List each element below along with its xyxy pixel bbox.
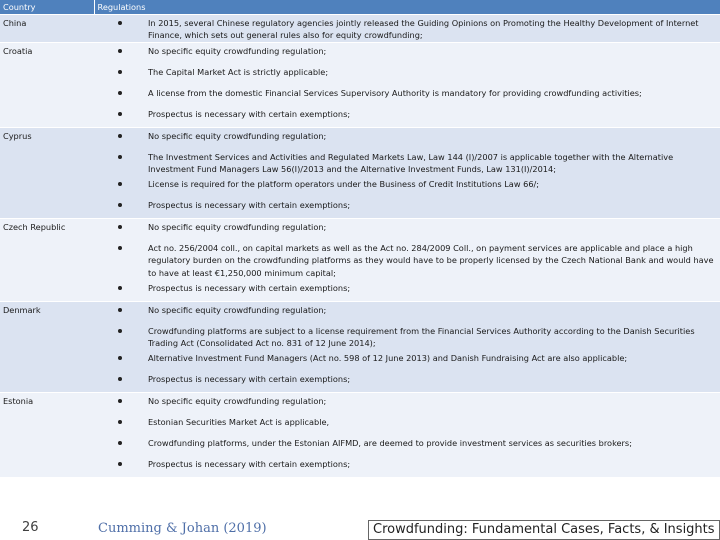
list-item (94, 323, 718, 350)
regulation-text: Estonian Securities Market Act is applicable, (148, 416, 330, 427)
list-item (94, 414, 718, 435)
regulation-text: Prospectus is necessary with certain exemptions; (148, 199, 351, 210)
list-item (94, 371, 718, 392)
bullet-icon (118, 91, 122, 95)
regulation-text: The Capital Market Act is strictly applicable; (148, 66, 329, 77)
bullet-icon (118, 21, 122, 25)
list-item (94, 149, 718, 176)
table-row (0, 42, 720, 127)
regulation-list (94, 219, 718, 301)
list-item (94, 435, 718, 456)
table-row (0, 218, 720, 301)
bullet-icon (118, 356, 122, 360)
bullet-icon (118, 225, 122, 229)
list-item (94, 176, 718, 197)
page-number: 26 (22, 520, 39, 535)
table-header-row (0, 0, 720, 14)
regulation-list (94, 302, 718, 392)
regulation-text: Crowdfunding platforms, under the Estonian AIFMD, are deemed to provide investment services as securities brokers; (148, 437, 632, 448)
book-title: Crowdfunding: Fundamental Cases, Facts, & Insights (368, 520, 720, 540)
list-item (94, 128, 718, 149)
regulation-text: No specific equity crowdfunding regulation; (148, 395, 327, 406)
list-item (94, 456, 718, 477)
regulation-text: No specific equity crowdfunding regulation; (148, 45, 327, 56)
table-row (0, 14, 720, 42)
list-item (94, 85, 718, 106)
regulation-text: No specific equity crowdfunding regulation; (148, 304, 327, 315)
table-body (0, 14, 720, 477)
bullet-icon (118, 399, 122, 403)
list-item (94, 219, 718, 240)
bullet-icon (118, 329, 122, 333)
footer (0, 518, 720, 540)
bullet-icon (118, 420, 122, 424)
table-row (0, 392, 720, 477)
regulation-text: In 2015, several Chinese regulatory agencies jointly released the Guiding Opinions on Promoting the Healthy Development of Internet Finance, which sets out general rules also for equity crowdfunding; (148, 17, 699, 41)
country-cell: Denmark (0, 301, 94, 392)
citation: Cumming & Johan (2019) (98, 521, 267, 536)
list-item (94, 350, 718, 371)
column-header-country: Country (0, 0, 94, 14)
list-item (94, 393, 718, 414)
bullet-icon (118, 462, 122, 466)
bullet-icon (118, 246, 122, 250)
regulations-cell (94, 301, 720, 392)
bullet-icon (118, 441, 122, 445)
regulations-cell (94, 392, 720, 477)
column-header-regulations: Regulations (94, 0, 720, 14)
list-item (94, 280, 718, 301)
list-item (94, 64, 718, 85)
regulations-cell (94, 127, 720, 218)
bullet-icon (118, 112, 122, 116)
regulation-list (94, 15, 718, 42)
table-row (0, 301, 720, 392)
regulation-text: Alternative Investment Fund Managers (Act no. 598 of 12 June 2013) and Danish Fundraising Act are also applicable; (148, 352, 628, 363)
bullet-icon (118, 182, 122, 186)
regulation-text: Prospectus is necessary with certain exemptions; (148, 458, 351, 469)
regulation-text: Prospectus is necessary with certain exemptions; (148, 108, 351, 119)
country-cell: Croatia (0, 42, 94, 127)
regulation-text: License is required for the platform operators under the Business of Credit Institutions Law 66/; (148, 178, 540, 189)
bullet-icon (118, 377, 122, 381)
country-cell: Estonia (0, 392, 94, 477)
bullet-icon (118, 203, 122, 207)
regulation-text: Act no. 256/2004 coll., on capital markets as well as the Act no. 284/2009 Coll., on payment services are applicable and place a high regulatory burden on the crowdfunding platforms as they would have to be properly licensed by the Czech National Bank and would have to have at least €1,250,000 minimum capital; (148, 242, 714, 279)
regulation-text: No specific equity crowdfunding regulation; (148, 130, 327, 141)
table-row (0, 127, 720, 218)
country-cell: Czech Republic (0, 218, 94, 301)
regulation-text: Prospectus is necessary with certain exemptions; (148, 373, 351, 384)
regulation-text: The Investment Services and Activities and Regulated Markets Law, Law 144 (I)/2007 is applicable together with the Alternative Investment Fund Managers Law 56(I)/2013 and the Alternative Investment Funds, Law 131(I)/2014; (148, 151, 674, 175)
regulation-text: Prospectus is necessary with certain exemptions; (148, 282, 351, 293)
bullet-icon (118, 308, 122, 312)
bullet-icon (118, 70, 122, 74)
regulations-cell (94, 42, 720, 127)
list-item (94, 197, 718, 218)
regulation-list (94, 128, 718, 218)
regulation-text: Crowdfunding platforms are subject to a license requirement from the Financial Services Authority according to the Danish Securities Trading Act (Consolidated Act no. 831 of 12 June 2014); (148, 325, 695, 349)
bullet-icon (118, 49, 122, 53)
regulation-text: A license from the domestic Financial Services Supervisory Authority is mandatory for providing crowdfunding activities; (148, 87, 642, 98)
country-cell: Cyprus (0, 127, 94, 218)
list-item (94, 43, 718, 64)
country-cell: China (0, 14, 94, 42)
regulation-list (94, 393, 718, 477)
bullet-icon (118, 155, 122, 159)
regulation-list (94, 43, 718, 127)
bullet-icon (118, 286, 122, 290)
list-item (94, 302, 718, 323)
list-item (94, 240, 718, 280)
regulations-cell (94, 218, 720, 301)
regulation-text: No specific equity crowdfunding regulation; (148, 221, 327, 232)
list-item (94, 106, 718, 127)
bullet-icon (118, 134, 122, 138)
regulations-cell (94, 14, 720, 42)
list-item (94, 15, 718, 42)
